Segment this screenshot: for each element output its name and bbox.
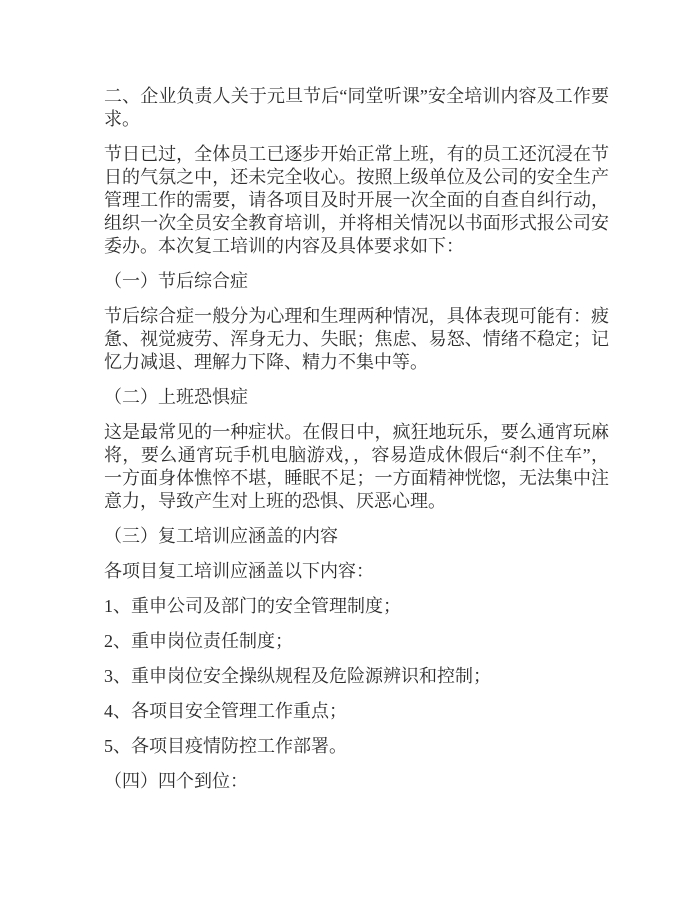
list-item-3: 3、重申岗位安全操纵规程及危险源辨识和控制； (104, 666, 491, 686)
list-item-2: 2、重申岗位责任制度； (104, 631, 293, 651)
list-item-5: 5、各项目疫情防控工作部署。 (104, 736, 347, 756)
intro-paragraph: 节日已过，全体员工已逐步开始正常上班，有的员工还沉浸在节日的气氛之中，还未完全收心。按照上级单位及公司的安全生产管理工作的需要，请各项目及时开展一次全面的自查自纠行动，组织一次全员安全教育培训，并将相关情况以书面形式报公司安委办。本次复工培训的内容及具体要求如下： (104, 144, 609, 256)
subsection-heading-1: （一）节后综合症 (104, 271, 248, 291)
subsection-heading-3: （三）复工培训应涵盖的内容 (104, 526, 338, 546)
subsection-heading-4: （四）四个到位： (104, 771, 248, 791)
list-item-1: 1、重申公司及部门的安全管理制度； (104, 596, 401, 616)
subsection-heading-2: （二）上班恐惧症 (104, 387, 248, 407)
section-heading: 二、企业负责人关于元旦节后“同堂听课”安全培训内容及工作要求。 (104, 86, 609, 129)
subsection-1-paragraph: 节后综合症一般分为心理和生理两种情况，具体表现可能有：疲惫、视觉疲劳、浑身无力、失眠；焦虑、易怒、情绪不稳定；记忆力减退、理解力下降、精力不集中等。 (104, 306, 609, 372)
subsection-2-paragraph: 这是最常见的一种症状。在假日中，疯狂地玩乐，要么通宵玩麻将，要么通宵玩手机电脑游戏，，容易造成休假后“刹不住车”，一方面身体憔悴不堪，睡眠不足；一方面精神恍惚，无法集中注意力，导致产生对上班的恐惧、厌恶心理。 (104, 422, 609, 511)
list-item-4: 4、各项目安全管理工作重点； (104, 701, 347, 721)
document-content (104, 85, 609, 793)
subsection-3-lead-line: 各项目复工培训应涵盖以下内容： (104, 561, 374, 581)
